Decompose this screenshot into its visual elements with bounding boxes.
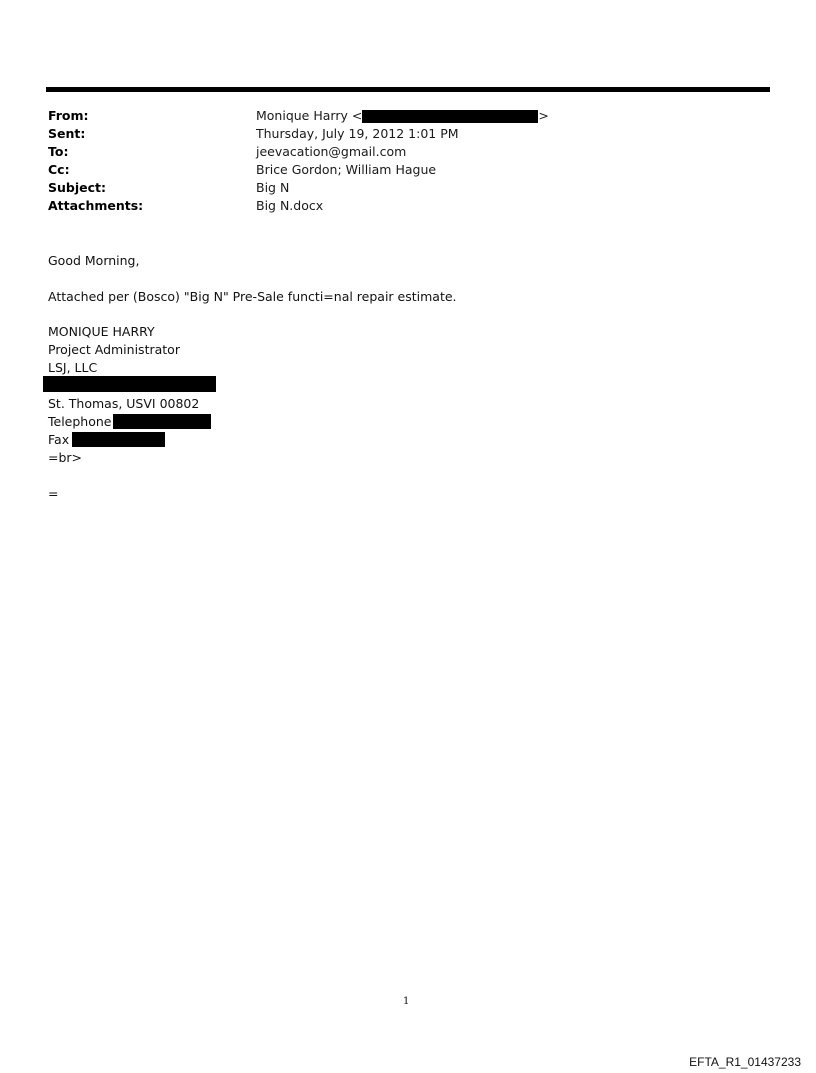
attachments-value: Big N.docx (256, 198, 324, 213)
br-artifact: =br> (48, 450, 83, 465)
eq-artifact: = (48, 486, 59, 501)
from-sender: Monique Harry < (256, 108, 363, 123)
signature-name: MONIQUE HARRY (48, 324, 155, 339)
from-suffix: > (538, 108, 549, 123)
fax-redaction (72, 432, 165, 447)
subject-label: Subject: (48, 180, 106, 195)
sent-label: Sent: (48, 126, 86, 141)
signature-company: LSJ, LLC (48, 360, 98, 375)
sent-value: Thursday, July 19, 2012 1:01 PM (256, 126, 459, 141)
signature-city: St. Thomas, USVI 00802 (48, 396, 200, 411)
signature-fax (48, 431, 69, 449)
header-rule (46, 87, 770, 92)
bates-number: EFTA_R1_01437233 (689, 1055, 801, 1069)
message-body: Attached per (Bosco) "Big N" Pre-Sale functi=nal repair estimate. (48, 289, 457, 304)
to-value: jeevacation@gmail.com (256, 144, 407, 159)
cc-value: Brice Gordon; William Hague (256, 162, 437, 177)
fax-label: Fax (48, 432, 70, 447)
page-number: 1 (403, 996, 410, 1007)
cc-label: Cc: (48, 162, 70, 177)
telephone-label: Telephone (48, 414, 112, 429)
attachments-label: Attachments: (48, 198, 144, 213)
subject-value: Big N (256, 180, 290, 195)
signature-telephone (48, 413, 111, 431)
signature-title: Project Administrator (48, 342, 180, 357)
from-email-redaction (362, 110, 538, 123)
telephone-redaction (113, 414, 211, 429)
address-redaction (43, 376, 216, 392)
to-label: To: (48, 144, 69, 159)
from-value (256, 107, 549, 125)
greeting: Good Morning, (48, 253, 140, 268)
from-label: From: (48, 108, 89, 123)
